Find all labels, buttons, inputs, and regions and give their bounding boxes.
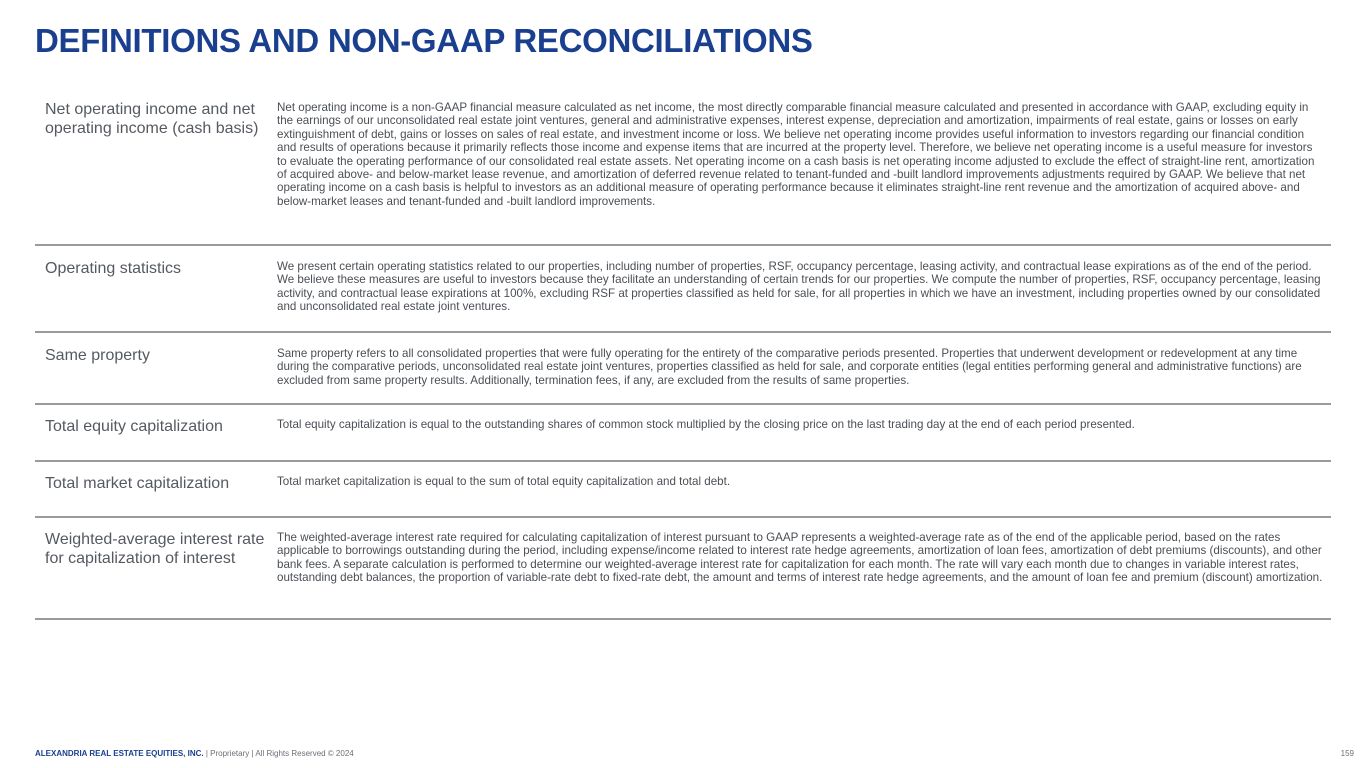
definition-row [35, 405, 1331, 462]
definition-description: We present certain operating statistics related to our properties, including number of properties, RSF, occupancy percentage, leasing activity, and contractual lease expirations as of the end of the period. We believe these measures are useful to investors because they facilitate an understanding of certain trends for our properties. We compute the number of properties, RSF, occupancy percentage, leasing activity, and contractual lease expirations at 100%, excluding RSF at properties classified as held for sale, for all properties in which we have an investment, including properties owned by our consolidated and unconsolidated real estate joint ventures. [277, 260, 1321, 314]
definition-row [35, 462, 1331, 518]
definition-row [35, 518, 1331, 620]
definition-term: Same property [45, 347, 150, 364]
definition-description: Same property refers to all consolidated properties that were fully operating for the entirety of the comparative periods presented. Properties that underwent development or redevelopment at any time during the comparative periods, unconsolidated real estate joint ventures, properties classified as held for sale, and corporate entities (legal entities performing general and administrative functions) are excluded from same property results. Additionally, termination fees, if any, are excluded from the results of same properties. [277, 347, 1302, 387]
page-title: DEFINITIONS AND NON-GAAP RECONCILIATIONS [35, 22, 813, 59]
definition-term: Weighted-average interest rate for capitalization of interest [45, 531, 265, 567]
definition-description: Total market capitalization is equal to the sum of total equity capitalization and total debt. [277, 475, 731, 488]
definitions-table [35, 96, 1331, 620]
footer-company: ALEXANDRIA REAL ESTATE EQUITIES, INC. [35, 749, 204, 758]
definition-description: Total equity capitalization is equal to the outstanding shares of common stock multiplied by the closing price on the last trading day at the end of each period presented. [277, 418, 1135, 431]
definition-row [35, 333, 1331, 405]
definition-term: Total equity capitalization [45, 418, 223, 435]
definition-row [35, 96, 1331, 246]
definition-row [35, 246, 1331, 333]
definition-term: Total market capitalization [45, 475, 230, 492]
definition-description: Net operating income is a non-GAAP financial measure calculated as net income, the most directly comparable financial measure calculated and presented in accordance with GAAP, excluding equity in the earnings of our unconsolidated real estate joint ventures, general and administrative expenses, interest expense, depreciation and amortization, impairments of real estate, gains or losses on early extinguishment of debt, gains or losses on sales of real estate, and investment income or loss. We believe net operating income provides useful information to investors regarding our financial condition and results of operations because it primarily reflects those income and expense items that are incurred at the property level. Therefore, we believe net operating income is a useful measure for investors to evaluate the operating performance of our consolidated real estate assets. Net operating income on a cash basis is net operating income adjusted to exclude the effect of straight-line rent, amortization of acquired above- and below-market lease revenue, and amortization of deferred revenue related to tenant-funded and -built landlord improvements adjustments required by GAAP. We believe that net operating income on a cash basis is helpful to investors as an additional measure of operating performance because it eliminates straight-line rent revenue and the amortization of acquired above- and below-market leases and tenant-funded and -built landlord improvements. [277, 101, 1315, 208]
definition-term: Operating statistics [45, 260, 182, 277]
footer-rights: | Proprietary | All Rights Reserved © 2024 [203, 749, 354, 758]
page-number: 159 [1340, 749, 1354, 758]
definition-term: Net operating income and net operating income (cash basis) [45, 101, 259, 137]
footer [35, 749, 354, 758]
definition-description: The weighted-average interest rate required for calculating capitalization of interest pursuant to GAAP represents a weighted-average rate as of the end of the applicable period, based on the rates applicable to borrowings outstanding during the period, including expense/income related to interest rate hedge agreements, amortization of loan fees, amortization of debt premiums (discounts), and other bank fees. A separate calculation is performed to determine our weighted-average interest rate for capitalization for each month. The rate will vary each month due to changes in variable interest rates, outstanding debt balances, the proportion of variable-rate debt to fixed-rate debt, the amount and terms of interest rate hedge agreements, and the amount of loan fee and premium (discount) amortization. [277, 531, 1323, 585]
